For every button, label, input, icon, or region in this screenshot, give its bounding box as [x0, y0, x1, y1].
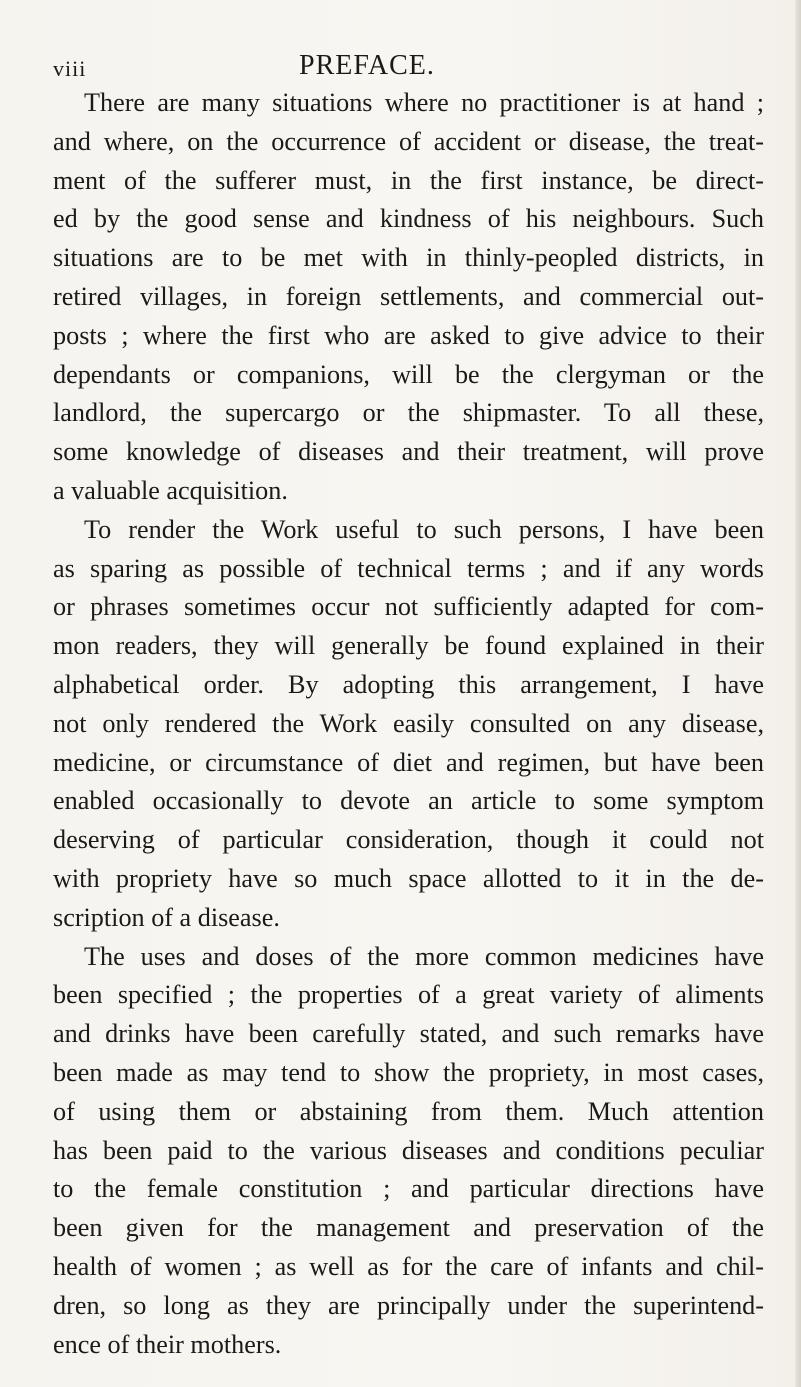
running-head: PREFACE.	[299, 50, 435, 81]
text-line: scription of a disease.	[53, 902, 280, 932]
text-line: health of women ; as well as for the care of infants and chil-	[53, 1251, 764, 1281]
text-line: enabled occasionally to devote an article to some symptom	[53, 786, 764, 816]
text-line: has been paid to the various diseases and conditions peculiar	[53, 1135, 764, 1165]
text-line: mon readers, they will generally be found explained in their	[53, 631, 764, 661]
text-line: and drinks have been carefully stated, and such remarks have	[53, 1019, 764, 1049]
paragraph-2	[53, 511, 764, 938]
text-line: some knowledge of diseases and their treatment, will prove	[53, 437, 764, 467]
text-line: ed by the good sense and kindness of his neighbours. Such	[53, 204, 764, 234]
text-line: dren, so long as they are principally under the superintend-	[53, 1290, 764, 1320]
text-line: retired villages, in foreign settlements, and commercial out-	[53, 281, 764, 311]
paragraph-3	[53, 938, 764, 1365]
text-line: or phrases sometimes occur not sufficiently adapted for com-	[53, 592, 764, 622]
text-line: landlord, the supercargo or the shipmaster. To all these,	[53, 398, 764, 428]
text-line: medicine, or circumstance of diet and regimen, but have been	[53, 747, 764, 777]
page-edge	[795, 0, 801, 1387]
text-line: of using them or abstaining from them. Much attention	[53, 1096, 764, 1126]
text-line: deserving of particular consideration, though it could not	[53, 825, 764, 855]
body-text	[53, 84, 764, 1364]
text-line: The uses and doses of the more common medicines have	[84, 941, 764, 971]
text-line: To render the Work useful to such persons, I have been	[84, 514, 764, 544]
paragraph-1	[53, 84, 764, 511]
text-line: and where, on the occurrence of accident or disease, the treat-	[53, 126, 764, 156]
text-line: ence of their mothers.	[53, 1329, 282, 1359]
text-line: There are many situations where no practitioner is at hand ;	[84, 88, 764, 117]
text-line: not only rendered the Work easily consulted on any disease,	[53, 708, 764, 738]
text-line: posts ; where the first who are asked to give advice to their	[53, 320, 764, 350]
text-line: with propriety have so much space allotted to it in the de-	[53, 863, 764, 893]
page-number: viii	[53, 56, 87, 81]
text-line: been specified ; the properties of a great variety of aliments	[53, 980, 764, 1010]
text-line: as sparing as possible of technical terms ; and if any words	[53, 553, 764, 583]
text-line: been given for the management and preservation of the	[53, 1213, 764, 1243]
text-line: alphabetical order. By adopting this arrangement, I have	[53, 669, 764, 699]
text-line: to the female constitution ; and particular directions have	[53, 1174, 764, 1204]
text-line: a valuable acquisition.	[53, 475, 288, 505]
text-line: been made as may tend to show the propriety, in most cases,	[53, 1057, 764, 1087]
text-line: ment of the sufferer must, in the first instance, be direct-	[53, 165, 764, 195]
text-line: dependants or companions, will be the clergyman or the	[53, 359, 764, 389]
page-header	[53, 50, 753, 84]
text-line: situations are to be met with in thinly-peopled districts, in	[53, 243, 764, 273]
